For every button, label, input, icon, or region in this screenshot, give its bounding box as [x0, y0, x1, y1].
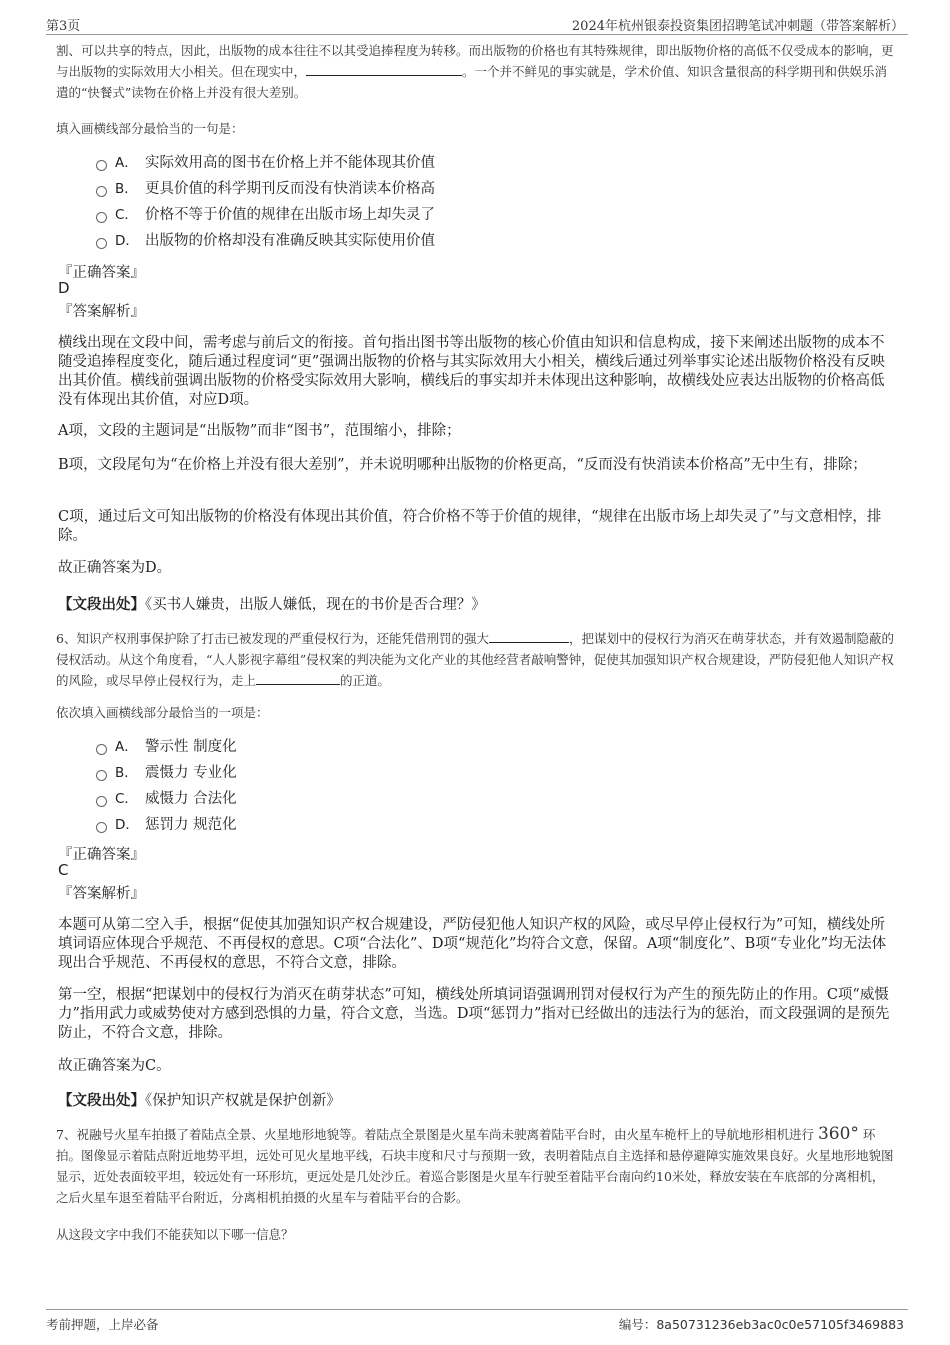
q6-source-label: 【文段出处】: [58, 1092, 145, 1109]
q5-option-c[interactable]: [96, 202, 435, 228]
q5-analysis-b: B项，文段尾句为“在价格上并没有很大差别”，并未说明哪种出版物的价格更高，“反而没有快消读本价格高”无中生有，排除；: [58, 457, 867, 473]
q5-analysis-label: 『答案解析』: [58, 304, 145, 320]
option-text: 威慑力 合法化: [145, 791, 237, 807]
page-footer: [46, 1309, 908, 1334]
q5-answer: D: [58, 279, 70, 297]
radio-icon[interactable]: [96, 238, 107, 249]
q6-analysis-1: 本题可从第二空入手，根据“促使其加强知识产权合规建设，严防侵犯他人知识产权的风险，或尽早停止侵权行为”可知，横线处所填词语应体现合乎规范、不再侵权的意思。C项“合法化”、D项“规范化”均符合文意，保留。A项“制度化”、B项“专业化”均无法体现出合乎规范、不再侵权的意思，不符合文意，排除。: [58, 917, 887, 971]
page-number: 第3页: [46, 19, 81, 34]
option-text: 更具价值的科学期刊反而没有快消读本价格高: [145, 181, 435, 197]
option-letter: A．: [115, 739, 138, 755]
q6-analysis-conclusion: 故正确答案为C。: [58, 1058, 171, 1074]
radio-icon[interactable]: [96, 160, 107, 171]
q7-stem-text-2: 环拍。图像显示着陆点附近地势平坦，远处可见火星地平线，石块丰度和尺寸与预期一致，表明着陆点自主选择和悬停避障实施效果良好。火星地形地貌图显示，近处表面较平坦，较远处有一环形坑，更远处是几处沙丘。着巡合影图是火星车行驶至着陆平台南向约10米处，释放安装在车底部的分离相机，之后火星车退至着陆平台附近，分离相机拍摄的火星车与着陆平台的合影。: [56, 1127, 894, 1205]
radio-icon[interactable]: [96, 186, 107, 197]
q7-degree: 360°: [817, 1124, 859, 1144]
q7-prompt: 从这段文字中我们不能获知以下哪一信息？: [56, 1227, 294, 1242]
q5-source-title: 《买书人嫌贵，出版人嫌低，现在的书价是否合理？》: [145, 597, 486, 613]
q5-answer-label: 『正确答案』: [58, 265, 145, 281]
option-text: 价格不等于价值的规律在出版市场上却失灵了: [145, 207, 435, 223]
q5-prompt: 填入画横线部分最恰当的一句是：: [56, 121, 244, 136]
q5-option-d[interactable]: [96, 228, 435, 254]
q7-stem: [56, 1124, 894, 1208]
footer-id: [619, 1315, 904, 1333]
q5-analysis-c: C项，通过后文可知出版物的价格没有体现出其价值，符合价格不等于价值的规律，“规律在出版市场上却失灵了”与文意相悖，排除。: [58, 509, 882, 544]
radio-icon[interactable]: [96, 796, 107, 807]
radio-icon[interactable]: [96, 744, 107, 755]
q6-option-d[interactable]: [96, 812, 237, 838]
q5-analysis-main: 横线出现在文段中间，需考虑与前后文的衔接。首句指出图书等出版物的核心价值由知识和信息构成，接下来阐述出版物的成本不随受追捧程度变化，随后通过程度词“更”强调出版物的价格与其实际效用大小相关，横线后通过列举事实论述出版物价格没有反映出其价值。横线前强调出版物的价格受实际效用大影响，横线后的事实却并未体现出这种影响，故横线处应表达出版物的价格高低没有体现出其价值，对应D项。: [58, 335, 885, 408]
footer-id-code: 8a50731236eb3ac0c0e57105f3469883: [656, 1317, 904, 1332]
q6-source: [58, 1089, 341, 1110]
q6-analysis-label: 『答案解析』: [58, 886, 145, 902]
q6-answer: C: [58, 861, 69, 879]
option-text: 惩罚力 规范化: [145, 817, 237, 833]
q7-stem-text-1: 7、祝融号火星车拍摄了着陆点全景、火星地形地貌等。着陆点全景图是火星车尚未驶离着陆平台时，由火星车桅杆上的导航地形相机进行: [56, 1127, 814, 1142]
q5-source-label: 【文段出处】: [58, 596, 145, 613]
q5-option-a[interactable]: [96, 150, 435, 176]
q6-option-b[interactable]: [96, 760, 237, 786]
q5-blank: [306, 63, 462, 76]
q6-blank-1: [489, 630, 569, 643]
q5-stem-text-2: 。一个并不鲜见的事实就是，学术价值、知识含量很高的科学期刊和供娱乐消遣的“快餐式”读物在价格上并没有很大差别。: [56, 64, 888, 100]
q5-analysis-conclusion: 故正确答案为D。: [58, 560, 172, 576]
option-letter: B．: [115, 765, 138, 781]
option-letter: B．: [115, 181, 138, 197]
radio-icon[interactable]: [96, 822, 107, 833]
q6-option-c[interactable]: [96, 786, 237, 812]
radio-icon[interactable]: [96, 212, 107, 223]
q6-stem-text-3: 的正道。: [340, 673, 391, 688]
option-text: 警示性 制度化: [145, 739, 237, 755]
q6-prompt: 依次填入画横线部分最恰当的一项是：: [56, 705, 269, 720]
q6-blank-2: [256, 672, 340, 685]
q5-stem: [56, 40, 894, 103]
option-letter: D．: [115, 817, 139, 833]
q6-option-a[interactable]: [96, 734, 237, 760]
q6-stem: [56, 628, 894, 691]
q5-options: [96, 150, 435, 254]
page-header: [46, 12, 908, 35]
option-text: 出版物的价格却没有准确反映其实际使用价值: [145, 233, 435, 249]
q5-analysis-a: A项，文段的主题词是“出版物”而非“图书”，范围缩小，排除；: [58, 423, 461, 439]
q6-source-title: 《保护知识产权就是保护创新》: [145, 1093, 341, 1109]
q6-options: [96, 734, 237, 838]
radio-icon[interactable]: [96, 770, 107, 781]
option-letter: D．: [115, 233, 139, 249]
option-letter: A．: [115, 155, 138, 171]
option-text: 震慑力 专业化: [145, 765, 237, 781]
q6-stem-text-2: ，把谋划中的侵权行为消灭在萌芽状态，并有效遏制隐蔽的侵权活动。从这个角度看，“人人影视字幕组”侵权案的判决能为文化产业的其他经营者敲响警钟，促使其加强知识产权合规建设，严防侵犯他人知识产权的风险，或尽早停止侵权行为，走上: [56, 631, 894, 688]
option-letter: C．: [115, 791, 138, 807]
document-title: 2024年杭州银泰投资集团招聘笔试冲刺题（带答案解析）: [571, 19, 904, 34]
q6-answer-label: 『正确答案』: [58, 847, 145, 863]
q5-option-b[interactable]: [96, 176, 435, 202]
q6-stem-text-1: 6、知识产权刑事保护除了打击已被发现的严重侵权行为，还能凭借刑罚的强大: [56, 631, 489, 646]
q5-stem-text-1: 割、可以共享的特点，因此，出版物的成本往往不以其受追捧程度为转移。而出版物的价格也有其特殊规律，即出版物价格的高低不仅受成本的影响，更与出版物的实际效用大小相关。但在现实中，: [56, 43, 894, 79]
option-text: 实际效用高的图书在价格上并不能体现其价值: [145, 155, 435, 171]
footer-slogan: 考前押题，上岸必备: [46, 1317, 159, 1332]
option-letter: C．: [115, 207, 138, 223]
q5-source: [58, 593, 486, 614]
footer-id-label: 编号：: [618, 1317, 657, 1332]
q6-analysis-2: 第一空，根据“把谋划中的侵权行为消灭在萌芽状态”可知，横线处所填词语强调刑罚对侵权行为产生的预先防止的作用。C项“威慑力”指用武力或威势使对方感到恐惧的力量，符合文意，当选。D项“惩罚力”指对已经做出的违法行为的惩治，而文段强调的是预先防止，不符合文意，排除。: [58, 987, 890, 1041]
